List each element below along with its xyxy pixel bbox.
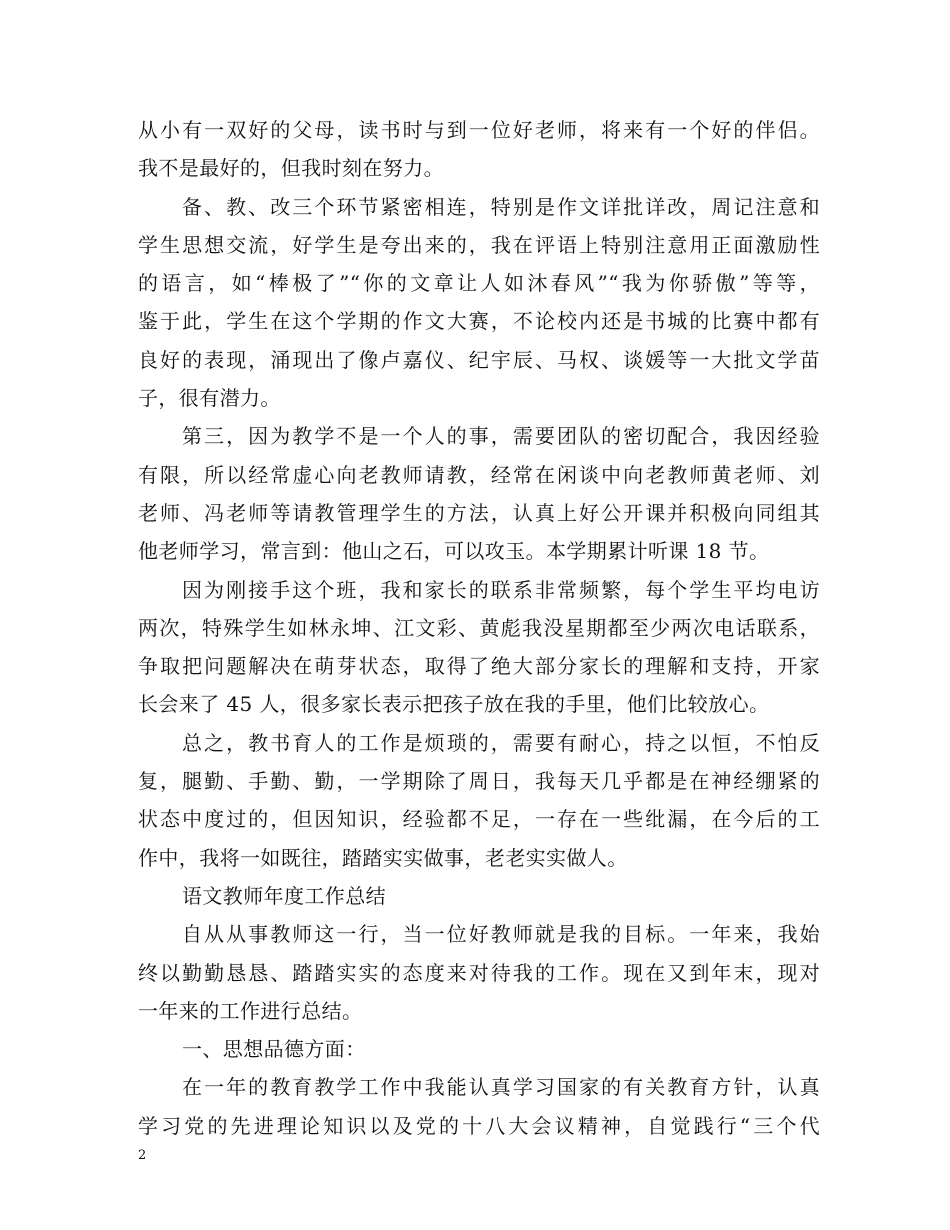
text-line: 作中，我将一如既往，踏踏实实做事，老老实实做人。 bbox=[138, 845, 628, 870]
text-line: 学习党的先进理论知识以及党的十八大会议精神，自觉践行“三个代 bbox=[138, 1113, 820, 1138]
text-line: 长会来了 45 人，很多家长表示把孩子放在我的手里，他们比较放心。 bbox=[138, 692, 770, 717]
section-heading: 一、思想品德方面： bbox=[182, 1037, 366, 1062]
paragraph-first-line: 总之，教书育人的工作是烦琐的，需要有耐心，持之以恒，不怕反 bbox=[182, 730, 820, 755]
paragraph-first-line: 备、教、改三个环节紧密相连，特别是作文详批详改，周记注意和 bbox=[182, 194, 820, 219]
text-line: 他老师学习，常言到：他山之石，可以攻玉。本学期累计听课 18 节。 bbox=[138, 539, 770, 564]
text-line: 复，腿勤、手勤、勤，一学期除了周日，我每天几乎都是在神经绷紧的 bbox=[138, 769, 820, 794]
text-line: 学生思想交流，好学生是夸出来的，我在评语上特别注意用正面激励性 bbox=[138, 232, 820, 257]
paragraph-first-line: 第三，因为教学不是一个人的事，需要团队的密切配合，我因经验 bbox=[182, 424, 820, 449]
text-line: 从小有一双好的父母，读书时与到一位好老师，将来有一个好的伴侣。 bbox=[138, 118, 820, 142]
text-line: 良好的表现，涌现出了像卢嘉仪、纪宇辰、马权、谈媛等一大批文学苗 bbox=[138, 347, 820, 372]
text-line: 老师、冯老师等请教管理学生的方法，认真上好公开课并积极向同组其 bbox=[138, 500, 820, 525]
paragraph-first-line: 自从从事教师这一行，当一位好教师就是我的目标。一年来，我始 bbox=[182, 922, 820, 947]
text-line: 子，很有潜力。 bbox=[138, 386, 281, 411]
text-line: 终以勤勤恳恳、踏踏实实的态度来对待我的工作。现在又到年末，现对 bbox=[138, 960, 820, 985]
text-line: 的语言，如“棒极了”“你的文章让人如沐春风”“我为你骄傲”等等， bbox=[138, 271, 820, 296]
text-line: 争取把问题解决在萌芽状态，取得了绝大部分家长的理解和支持，开家 bbox=[138, 654, 820, 679]
document-body bbox=[138, 111, 820, 1145]
text-line: 状态中度过的，但因知识，经验都不足，一存在一些纰漏，在今后的工 bbox=[138, 807, 820, 832]
text-line: 有限，所以经常虚心向老教师请教，经常在闲谈中向老教师黄老师、刘 bbox=[138, 462, 820, 487]
text-line: 鉴于此，学生在这个学期的作文大赛，不论校内还是书城的比赛中都有 bbox=[138, 309, 820, 334]
text-line: 我不是最好的，但我时刻在努力。 bbox=[138, 156, 444, 181]
paragraph-first-line: 在一年的教育教学工作中我能认真学习国家的有关教育方针，认真 bbox=[182, 1075, 820, 1100]
text-line: 一年来的工作进行总结。 bbox=[138, 998, 363, 1023]
section-title: 语文教师年度工作总结 bbox=[182, 883, 386, 908]
page-number: 2 bbox=[138, 1148, 147, 1163]
paragraph-first-line: 因为刚接手这个班，我和家长的联系非常频繁，每个学生平均电访 bbox=[182, 577, 820, 602]
text-line: 两次，特殊学生如林永坤、江文彩、黄彪我没星期都至少两次电话联系， bbox=[138, 615, 820, 640]
